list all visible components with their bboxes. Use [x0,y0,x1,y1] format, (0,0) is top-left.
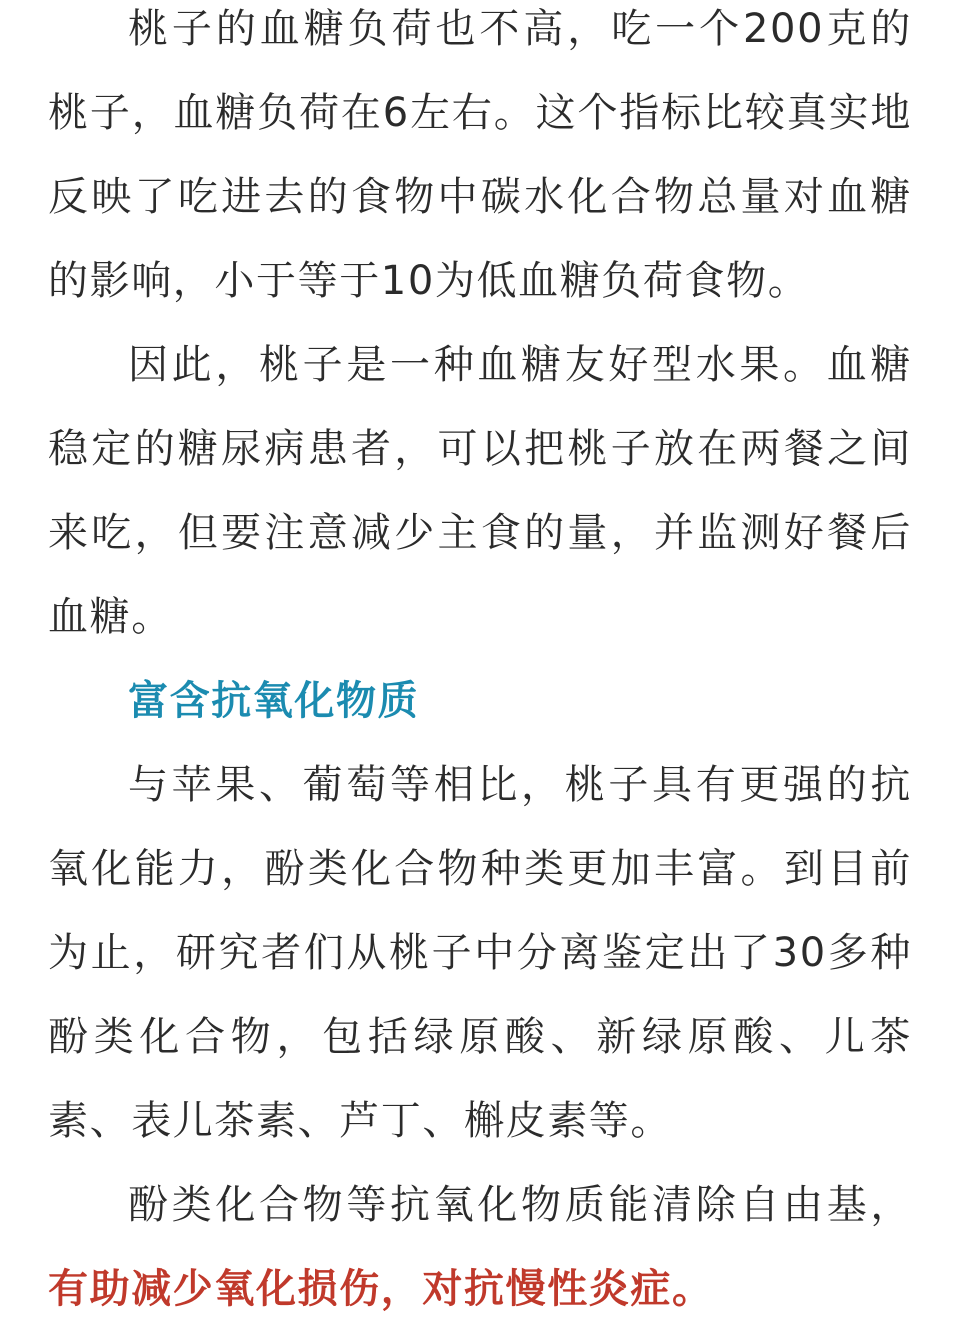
highlighted-benefit-text: 有助减少氧化损伤，对抗慢性炎症。 [48,1266,714,1312]
paragraph-phenolic-compounds: 与苹果、葡萄等相比，桃子具有更强的抗氧化能力，酚类化合物种类更加丰富。到目前为止，研究者们从桃子中分离鉴定出了30多种酚类化合物，包括绿原酸、新绿原酸、儿茶素、表儿茶素、芦丁、槲皮素等。 [48,762,912,1144]
paragraph-blood-sugar-load: 桃子的血糖负荷也不高，吃一个200克的桃子，血糖负荷在6左右。这个指标比较真实地反映了吃进去的食物中碳水化合物总量对血糖的影响，小于等于10为低血糖负荷食物。 [48,6,912,304]
section-heading-antioxidants: 富含抗氧化物质 [128,678,420,724]
article-body [48,0,912,1331]
paragraph-peach-friendly-fruit: 因此，桃子是一种血糖友好型水果。血糖稳定的糖尿病患者，可以把桃子放在两餐之间来吃，但要注意减少主食的量，并监测好餐后血糖。 [48,342,912,640]
paragraph-free-radicals-text: 酚类化合物等抗氧化物质能清除自由基， [128,1182,912,1228]
paragraph-free-radicals [48,1163,912,1331]
